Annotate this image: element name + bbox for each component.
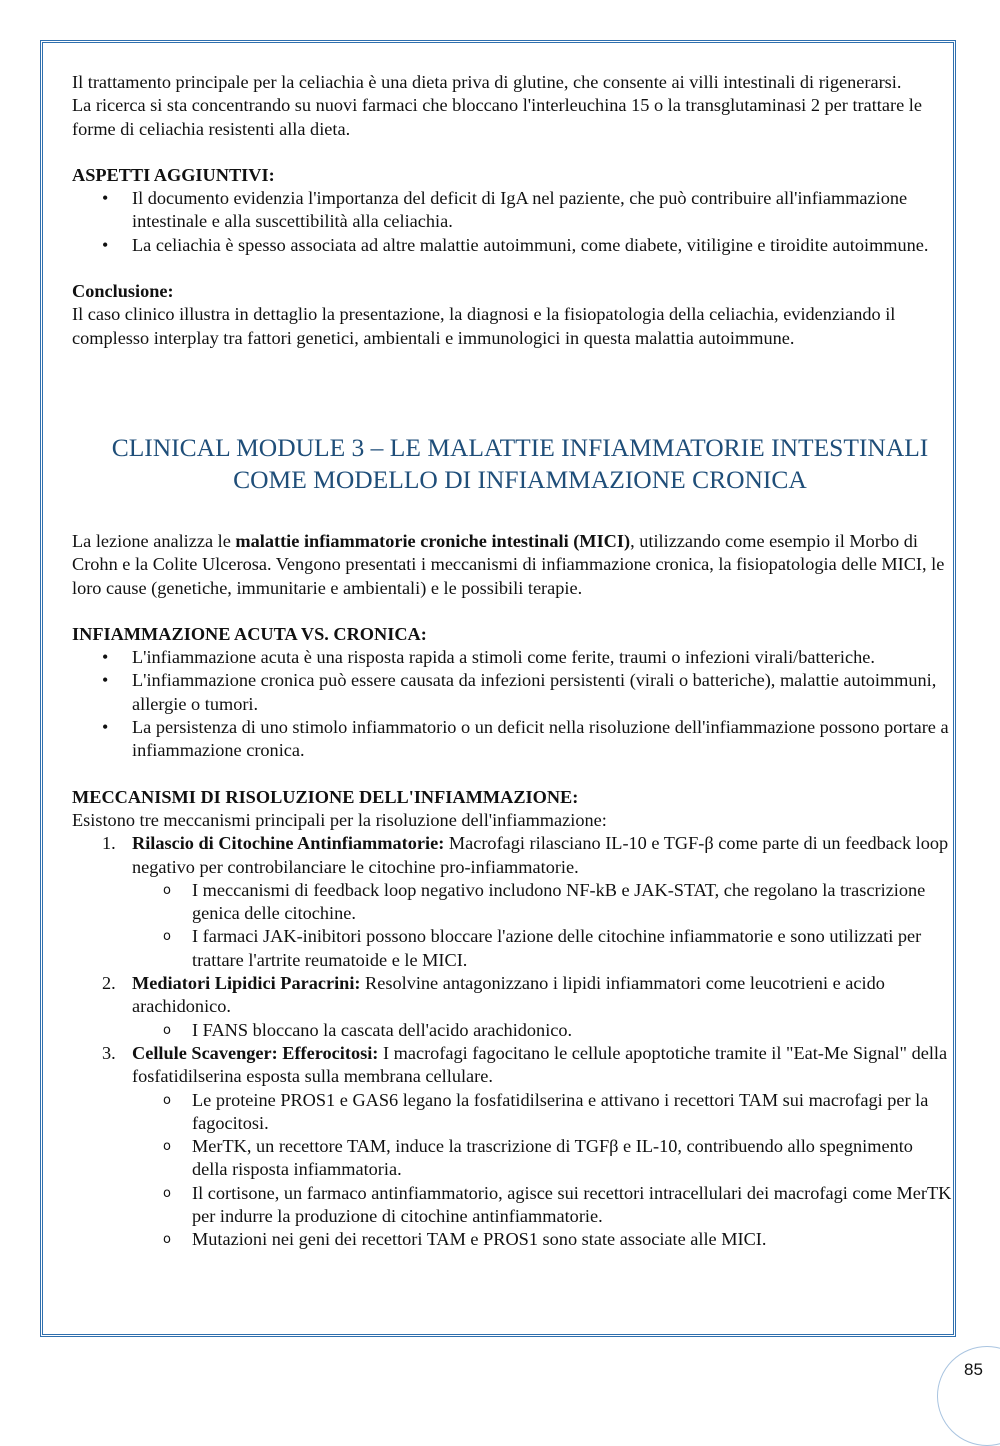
module-heading-line-2: COME MODELLO DI INFIAMMAZIONE CRONICA [233, 464, 807, 494]
meccanismi-intro: Esistono tre meccanismi principali per la risoluzione dell'infiammazione: [72, 809, 607, 830]
item-text: Resolvine antagonizzano i lipidi infiammatori come leucotrieni e acido arachidonico. [132, 973, 885, 1017]
module-intro [72, 530, 952, 600]
intro-paragraph-2: La ricerca si sta concentrando su nuovi farmaci che bloccano l'interleuchina 15 o la transglutaminasi 2 per trattare le forme di celiachia resistenti alla dieta. [72, 95, 922, 139]
conclusione-title: Conclusione: [72, 281, 174, 302]
item-number: 2. [102, 973, 116, 994]
sub-item-text: Il cortisone, un farmaco antinfiammatorio, agisce sui recettori intracellulari dei macrofagi come MerTK per indurre la produzione di citochine antinfiammatorie. [192, 1182, 952, 1226]
sub-list-item [163, 1089, 952, 1136]
sub-list [132, 1019, 952, 1042]
sub-list-item [163, 879, 952, 926]
aspetti-title: ASPETTI AGGIUNTIVI: [72, 164, 275, 185]
sub-item-text: Mutazioni nei geni dei recettori TAM e PROS1 sono state associate alle MICI. [192, 1229, 767, 1250]
list-item: • La persistenza di uno stimolo infiammatorio o un deficit nella risoluzione dell'infiammazione possono portare a infiammazione cronica. [132, 716, 952, 763]
circle-bullet-icon: o [163, 1022, 171, 1038]
item-bold: Rilascio di Citochine Antinfiammatorie: [132, 833, 445, 854]
page-number: 85 [964, 1360, 983, 1379]
aspetti-list [72, 187, 952, 257]
circle-bullet-icon: o [163, 1139, 171, 1155]
item-number: 3. [102, 1042, 116, 1063]
sub-item-text: Le proteine PROS1 e GAS6 legano la fosfatidilserina e attivano i recettori TAM sui macrofagi per la fagocitosi. [192, 1089, 929, 1133]
item-text: Macrofagi rilasciano IL-10 e TGF-β come parte di un feedback loop negativo per controbilanciare le citochine pro-infiammatorie. [132, 833, 949, 877]
module-heading-line-1: CLINICAL MODULE 3 – LE MALATTIE INFIAMMATORIE INTESTINALI [111, 432, 929, 462]
circle-bullet-icon: o [163, 1092, 171, 1108]
sub-list [132, 1089, 952, 1252]
list-item [102, 832, 952, 972]
module-intro-post: , utilizzando come esempio il Morbo di Crohn e la Colite Ulcerosa. Vengono presentati i meccanismi di infiammazione cronica, la fisiopatologia delle MICI, le loro cause (genetiche, immunitarie e ambientali) e le possibili terapie. [72, 530, 945, 598]
circle-bullet-icon: o [163, 929, 171, 945]
circle-bullet-icon: o [163, 1185, 171, 1201]
circle-bullet-icon: o [163, 882, 171, 898]
acuta-title: INFIAMMAZIONE ACUTA VS. CRONICA: [72, 623, 427, 644]
list-item: • L'infiammazione cronica può essere causata da infezioni persistenti (virali o batteriche), malattie autoimmuni, allergie o tumori. [132, 669, 952, 716]
item-bold: Mediatori Lipidici Paracrini: [132, 973, 361, 994]
list-item [102, 972, 952, 1042]
list-item [102, 1042, 952, 1252]
sub-item-text: I meccanismi di feedback loop negativo includono NF-kB e JAK-STAT, che regolano la trascrizione genica delle citochine. [192, 879, 926, 924]
sub-list [132, 879, 952, 972]
sub-list-item [163, 1135, 952, 1182]
circle-bullet-icon: o [163, 1232, 171, 1248]
sub-list-item [163, 1228, 952, 1251]
acuta-list [72, 646, 952, 762]
sub-item-text: I farmaci JAK-inibitori possono bloccare l'azione delle citochine infiammatorie e sono utilizzati per trattare l'artrite reumatoide e le MICI. [192, 926, 922, 970]
list-item: • L'infiammazione acuta è una risposta rapida a stimoli come ferite, traumi o infezioni virali/batteriche. [132, 646, 952, 669]
sub-list-item [163, 1019, 952, 1042]
sub-item-text: MerTK, un recettore TAM, induce la trascrizione di TGFβ e IL-10, contribuendo allo spegnimento della risposta infiammatoria. [192, 1136, 913, 1180]
list-item: • La celiachia è spesso associata ad altre malattie autoimmuni, come diabete, vitiligine e tiroidite autoimmune. [132, 234, 952, 257]
item-bold: Cellule Scavenger: Efferocitosi: [132, 1042, 379, 1063]
sub-list-item [163, 925, 952, 972]
page-number-badge [937, 1346, 1000, 1446]
meccanismi-title: MECCANISMI DI RISOLUZIONE DELL'INFIAMMAZIONE: [72, 786, 579, 807]
conclusione-text: Il caso clinico illustra in dettaglio la presentazione, la diagnosi e la fisiopatologia della celiachia, evidenziando il complesso interplay tra fattori genetici, ambientali e immunologici in questa malattia autoimmune. [72, 304, 896, 348]
item-text: I macrofagi fagocitano le cellule apoptotiche tramite il "Eat-Me Signal" della fosfatidilserina esposta sulla membrana cellulare. [132, 1042, 948, 1087]
sub-list-item [163, 1182, 952, 1229]
list-item: • Il documento evidenzia l'importanza del deficit di IgA nel paziente, che può contribuire all'infiammazione intestinale e alla suscettibilità alla celiachia. [132, 187, 952, 234]
module-heading [80, 432, 960, 496]
document-body [72, 71, 952, 1252]
sub-item-text: I FANS bloccano la cascata dell'acido arachidonico. [192, 1019, 573, 1040]
module-intro-pre: La lezione analizza le [72, 530, 236, 551]
module-intro-bold: malattie infiammatorie croniche intestinali (MICI) [235, 530, 631, 551]
meccanismi-list [72, 832, 952, 1251]
item-number: 1. [102, 833, 116, 854]
intro-paragraph-1: Il trattamento principale per la celiachia è una dieta priva di glutine, che consente ai villi intestinali di rigenerarsi. [72, 72, 902, 92]
